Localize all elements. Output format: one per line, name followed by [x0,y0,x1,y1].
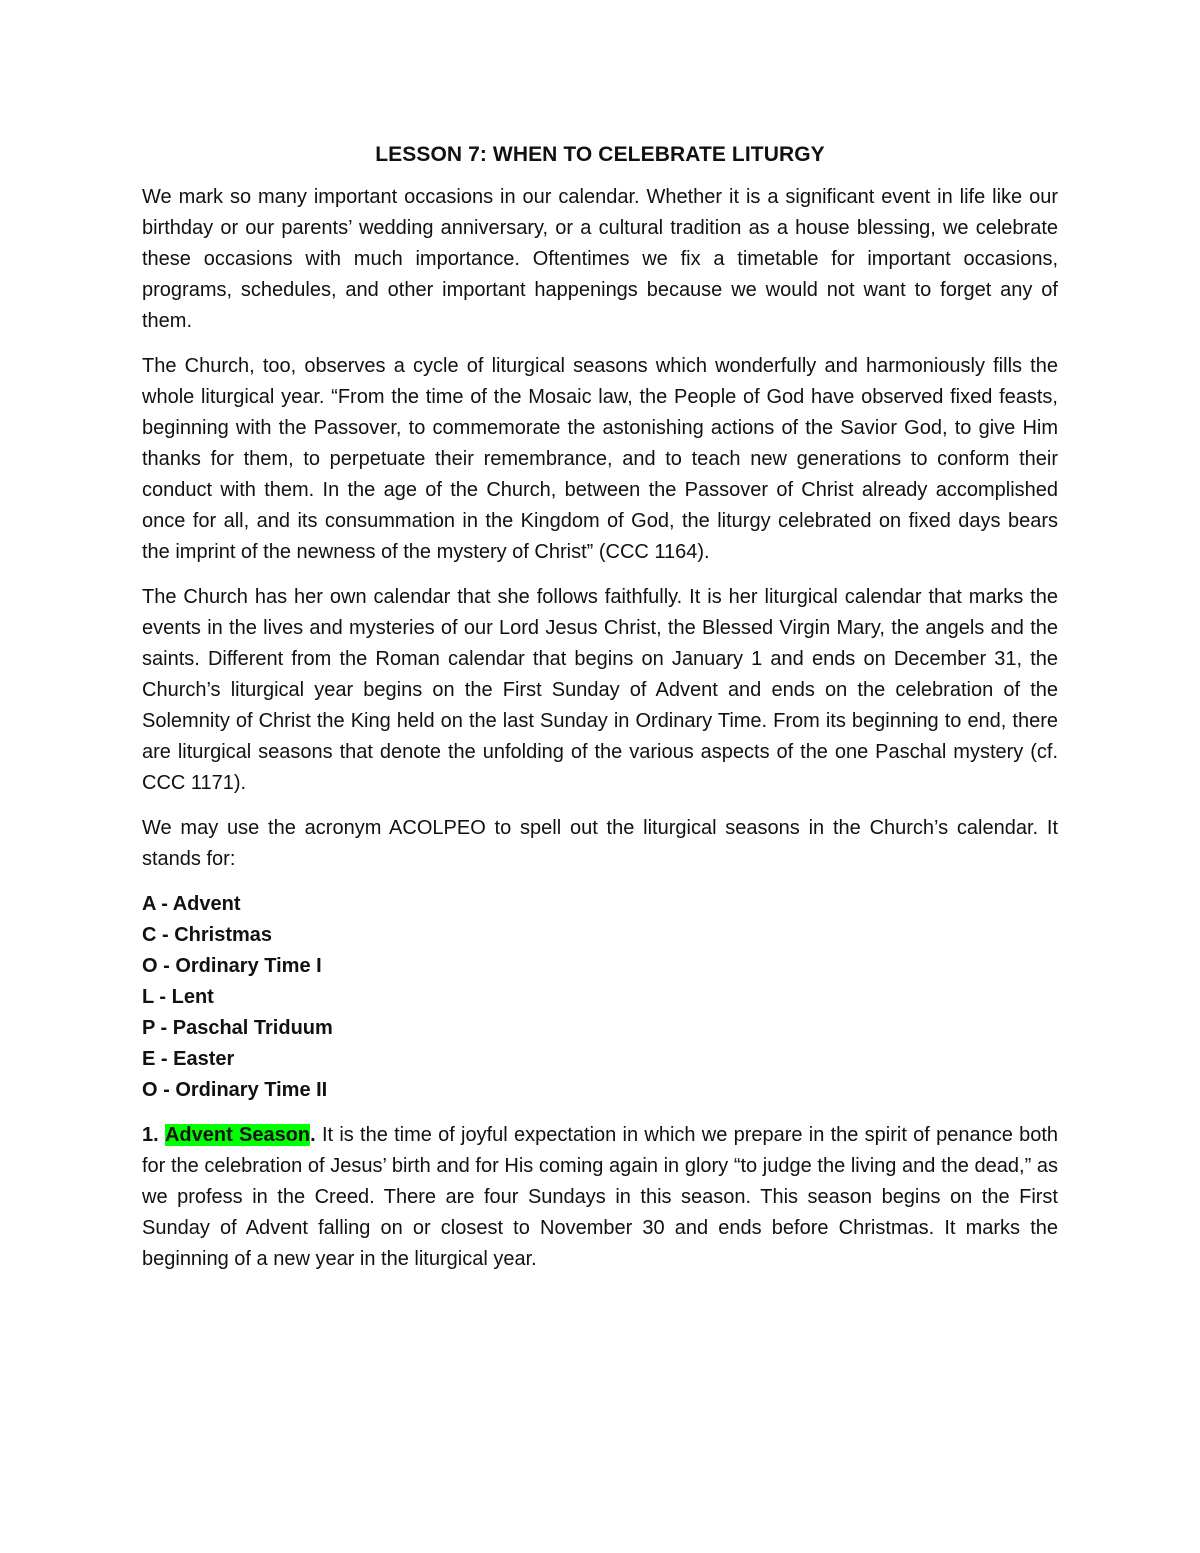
liturgical-calendar-paragraph: The Church has her own calendar that she follows faithfully. It is her liturgical calendar that marks the events in the lives and mysteries of our Lord Jesus Christ, the Blessed Virgin Mary, the angels and the saints. Different from the Roman calendar that begins on January 1 and ends on December 31, the Church’s liturgical year begins on the First Sunday of Advent and ends on the celebration of the Solemnity of Christ the King held on the last Sunday in Ordinary Time. From its beginning to end, there are liturgical seasons that denote the unfolding of the various aspects of the one Paschal mystery (cf. CCC 1171). [142,586,1058,794]
acronym-item-ordinary-time-1: O - Ordinary Time I [142,955,322,977]
acronym-item-easter: E - Easter [142,1048,235,1070]
document-page [142,140,1058,1289]
season-name-period: . [310,1124,316,1146]
intro-paragraph: We mark so many important occasions in our calendar. Whether it is a significant event in life like our birthday or our parents’ wedding anniversary, or a cultural tradition as a house blessing, we celebrate these occasions with much importance. Oftentimes we fix a timetable for important occasions, programs, schedules, and other important happenings because we would not want to forget any of them. [142,186,1058,332]
acronym-item-advent: A - Advent [142,893,241,915]
season-name-highlight: Advent Season [164,1124,311,1146]
season-description: It is the time of joyful expectation in which we prepare in the spirit of penance both for the celebration of Jesus’ birth and for His coming again in glory “to judge the living and the dead,” as we profess in the Creed. There are four Sundays in this season. This season begins on the First Sunday of Advent falling on or closest to November 30 and ends before Christmas. It marks the beginning of a new year in the liturgical year. [142,1124,1058,1270]
lesson-title: LESSON 7: WHEN TO CELEBRATE LITURGY [375,143,825,166]
advent-season-paragraph [142,1120,1058,1275]
acronym-list [142,889,1058,1106]
acronym-item-ordinary-time-2: O - Ordinary Time II [142,1079,328,1101]
season-number: 1. [142,1124,159,1146]
acronym-intro-paragraph: We may use the acronym ACOLPEO to spell out the liturgical seasons in the Church’s calendar. It stands for: [142,817,1058,870]
church-seasons-paragraph: The Church, too, observes a cycle of liturgical seasons which wonderfully and harmoniously fills the whole liturgical year. “From the time of the Mosaic law, the People of God have observed fixed feasts, beginning with the Passover, to commemorate the astonishing actions of the Savior God, to give Him thanks for them, to perpetuate their remembrance, and to teach new generations to conform their conduct with them. In the age of the Church, between the Passover of Christ already accomplished once for all, and its consummation in the Kingdom of God, the liturgy celebrated on fixed days bears the imprint of the newness of the mystery of Christ” (CCC 1164). [142,355,1058,563]
acronym-item-lent: L - Lent [142,986,214,1008]
acronym-item-christmas: C - Christmas [142,924,273,946]
acronym-item-paschal-triduum: P - Paschal Triduum [142,1017,333,1039]
